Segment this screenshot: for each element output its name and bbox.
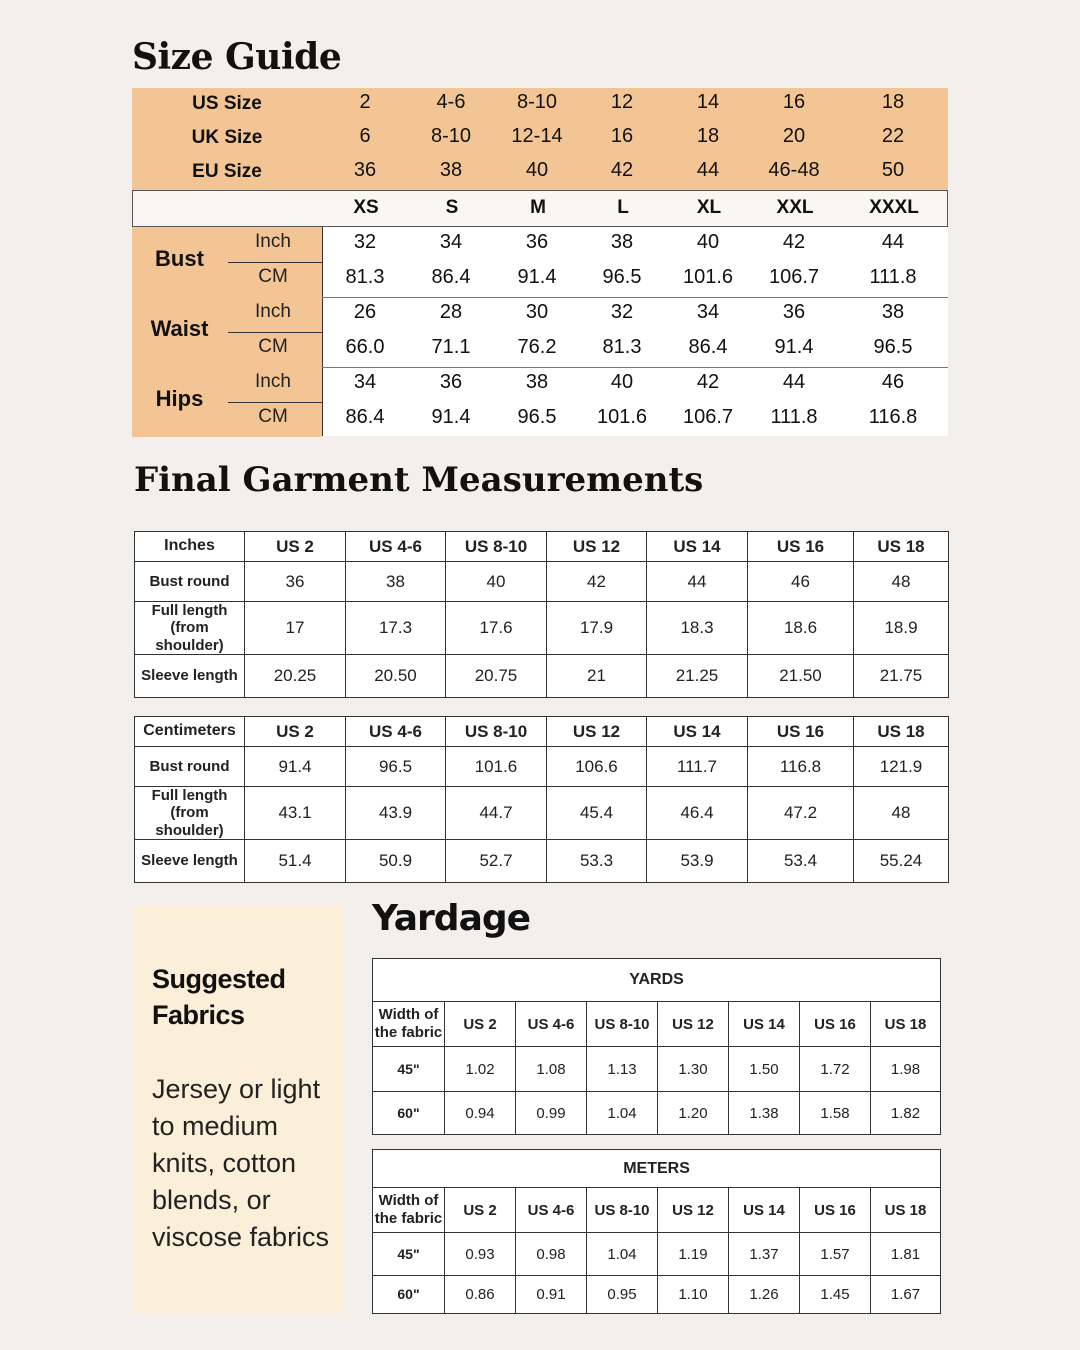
- table-cell: 38: [346, 562, 446, 602]
- size-value: 22: [881, 125, 905, 147]
- suggested-fabrics-box: [132, 905, 344, 1313]
- measurement-value: 32: [610, 301, 634, 323]
- table-row: [373, 1233, 941, 1276]
- size-value: 16: [782, 91, 806, 113]
- unit-label: CM: [258, 266, 288, 287]
- unit-label: CM: [258, 336, 288, 357]
- table-cell: 44.7: [446, 787, 547, 840]
- table-row: [135, 602, 949, 655]
- measurement-value: 42: [782, 231, 806, 253]
- table-cell: 21.75: [854, 654, 949, 697]
- suggested-fabrics-heading-line2: Fabrics: [152, 1000, 245, 1031]
- measurement-value: 106.7: [768, 266, 820, 288]
- table-cell: 1.50: [729, 1047, 800, 1092]
- measurement-value: 116.8: [868, 406, 918, 428]
- size-value: 8-10: [516, 91, 558, 113]
- measurement-value: 38: [881, 301, 905, 323]
- table-cell: 1.04: [587, 1233, 658, 1276]
- size-header: US 18: [871, 1188, 941, 1233]
- divider: [322, 297, 948, 298]
- measurement-value: 44: [881, 231, 905, 253]
- table-cell: 53.4: [748, 839, 854, 882]
- size-header: US 14: [729, 1002, 800, 1047]
- measurement-value: 32: [353, 231, 377, 253]
- table-cell: 1.04: [587, 1092, 658, 1135]
- table-cell: 1.45: [800, 1276, 871, 1314]
- size-value: 8-10: [430, 125, 472, 147]
- letter-size: XS: [353, 197, 379, 218]
- table-cell: 116.8: [748, 747, 854, 787]
- fabric-width: 60": [373, 1276, 445, 1314]
- size-system-label: US Size: [192, 93, 262, 114]
- measurement-value: 36: [525, 231, 549, 253]
- row-label-line: (from shoulder): [155, 804, 224, 839]
- table-cell: 1.19: [658, 1233, 729, 1276]
- size-header: US 4-6: [516, 1188, 587, 1233]
- final-garment-cm-table: [134, 716, 949, 883]
- table-cell: 1.38: [729, 1092, 800, 1135]
- table-caption: YARDS: [373, 959, 941, 1002]
- table-cell: 18.3: [647, 602, 748, 655]
- size-system-label: EU Size: [192, 161, 262, 182]
- size-value: 42: [610, 159, 634, 181]
- table-cell: 43.9: [346, 787, 446, 840]
- divider: [322, 227, 323, 436]
- letter-size: XXL: [776, 197, 814, 218]
- size-value: 50: [881, 159, 905, 181]
- measurement-value: 81.3: [602, 336, 642, 358]
- table-cell: 0.86: [445, 1276, 516, 1314]
- divider: [228, 332, 322, 333]
- width-label-line: Width of: [378, 1192, 439, 1209]
- size-value: 6: [359, 125, 371, 147]
- size-header: US 8-10: [446, 532, 547, 562]
- letter-size: XXXL: [869, 197, 919, 218]
- size-value: 38: [439, 159, 463, 181]
- table-cell: 50.9: [346, 839, 446, 882]
- measurement-name: Hips: [155, 386, 204, 411]
- final-garment-title: Final Garment Measurements: [134, 460, 704, 500]
- unit-label: Inch: [255, 371, 291, 392]
- table-row: [135, 839, 949, 882]
- body-measurements-block: [132, 227, 948, 436]
- measurement-value: 38: [610, 231, 634, 253]
- width-label-line: Width of: [378, 1006, 439, 1023]
- measurement-value: 34: [353, 371, 377, 393]
- unit-label: Inch: [255, 301, 291, 322]
- suggested-fabrics-heading-line1: Suggested: [152, 964, 286, 994]
- row-label-line: Sleeve length: [141, 852, 238, 870]
- row-label: [135, 562, 245, 602]
- measurement-value: 96.5: [517, 406, 557, 428]
- letter-size-row: [132, 190, 948, 227]
- measurement-value: 38: [525, 371, 549, 393]
- width-label: [373, 1002, 445, 1047]
- row-label: [135, 787, 245, 840]
- letter-size: L: [617, 197, 629, 218]
- table-cell: 1.57: [800, 1233, 871, 1276]
- size-header: US 18: [854, 717, 949, 747]
- size-header: US 12: [547, 717, 647, 747]
- measurement-value: 71.1: [431, 336, 471, 358]
- size-header: US 2: [245, 532, 346, 562]
- measurement-value: 30: [525, 301, 549, 323]
- size-header: US 2: [245, 717, 346, 747]
- row-label-line: Full length: [151, 787, 228, 804]
- row-label-line: Bust round: [149, 757, 230, 775]
- measurement-value: 76.2: [517, 336, 557, 358]
- size-header: US 4-6: [516, 1002, 587, 1047]
- table-cell: 21.25: [647, 654, 748, 697]
- measurement-label-cell: [132, 227, 322, 297]
- size-value: 20: [782, 125, 806, 147]
- table-cell: 0.95: [587, 1276, 658, 1314]
- row-label: [135, 747, 245, 787]
- table-cell: 44: [647, 562, 748, 602]
- size-value: 44: [696, 159, 720, 181]
- table-cell: 1.81: [871, 1233, 941, 1276]
- size-value: 14: [696, 91, 720, 113]
- size-header: US 2: [445, 1002, 516, 1047]
- table-cell: 48: [854, 787, 949, 840]
- measurement-value: 34: [439, 231, 463, 253]
- size-header: US 16: [800, 1002, 871, 1047]
- table-cell: 101.6: [446, 747, 547, 787]
- table-cell: 0.99: [516, 1092, 587, 1135]
- suggested-fabrics-text: Jersey or light to medium knits, cotton blends, or viscose fabrics: [152, 1074, 330, 1252]
- measurement-value: 44: [782, 371, 806, 393]
- measurement-value: 96.5: [602, 266, 642, 288]
- measurement-value: 101.6: [682, 266, 734, 288]
- table-cell: 47.2: [748, 787, 854, 840]
- table-cell: 1.02: [445, 1047, 516, 1092]
- divider: [228, 402, 322, 403]
- measurement-name: Bust: [155, 246, 204, 271]
- size-header: US 16: [748, 532, 854, 562]
- size-header: US 12: [547, 532, 647, 562]
- table-cell: 46.4: [647, 787, 748, 840]
- fabric-width: 45": [373, 1233, 445, 1276]
- table-row: [135, 654, 949, 697]
- table-cell: 1.72: [800, 1047, 871, 1092]
- table-cell: 0.91: [516, 1276, 587, 1314]
- measurement-value: 28: [439, 301, 463, 323]
- measurement-value: 34: [696, 301, 720, 323]
- table-cell: 91.4: [245, 747, 346, 787]
- size-header: US 8-10: [446, 717, 547, 747]
- table-cell: 121.9: [854, 747, 949, 787]
- table-cell: 0.93: [445, 1233, 516, 1276]
- divider: [228, 262, 322, 263]
- fabric-width: 60": [373, 1092, 445, 1135]
- letter-size: M: [530, 197, 546, 218]
- table-cell: 51.4: [245, 839, 346, 882]
- unit-header: Centimeters: [135, 717, 245, 747]
- divider: [322, 367, 948, 368]
- table-header-row: [373, 1188, 941, 1233]
- yardage-yards-table: [372, 958, 941, 1135]
- size-value: 18: [696, 125, 720, 147]
- table-cell: 1.82: [871, 1092, 941, 1135]
- table-cell: 53.3: [547, 839, 647, 882]
- size-header: US 16: [748, 717, 854, 747]
- size-system-label: UK Size: [191, 127, 263, 148]
- measurement-name: Waist: [150, 316, 209, 341]
- table-cell: 0.94: [445, 1092, 516, 1135]
- table-cell: 106.6: [547, 747, 647, 787]
- unit-label: CM: [258, 406, 288, 427]
- measurement-value: 46: [881, 371, 905, 393]
- size-header: US 16: [800, 1188, 871, 1233]
- table-cell: 21.50: [748, 654, 854, 697]
- table-cell: 1.58: [800, 1092, 871, 1135]
- measurement-label-cell: [132, 367, 322, 437]
- width-label-line: the fabric: [374, 1024, 443, 1041]
- size-value: 12: [610, 91, 634, 113]
- table-cell: 1.08: [516, 1047, 587, 1092]
- size-guide-title: Size Guide: [132, 36, 342, 78]
- row-label-line: (from shoulder): [155, 619, 224, 654]
- table-header-row: [135, 717, 949, 747]
- measurement-value: 106.7: [682, 406, 734, 428]
- measurement-value: 96.5: [873, 336, 913, 358]
- row-label: [135, 602, 245, 655]
- size-conversion-row: [132, 155, 948, 189]
- yardage-meters-table: [372, 1149, 941, 1314]
- size-header: US 18: [854, 532, 949, 562]
- measurement-value: 86.4: [431, 266, 471, 288]
- row-label-line: Sleeve length: [141, 667, 238, 685]
- measurement-value: 86.4: [345, 406, 385, 428]
- size-value: 18: [881, 91, 905, 113]
- table-cell: 1.30: [658, 1047, 729, 1092]
- size-value: 2: [359, 91, 371, 113]
- measurement-value: 26: [353, 301, 377, 323]
- yardage-title: Yardage: [372, 898, 531, 939]
- size-conversion-row: [132, 121, 948, 155]
- table-header-row: [373, 1002, 941, 1047]
- table-caption-row: [373, 959, 941, 1002]
- table-cell: 1.26: [729, 1276, 800, 1314]
- measurement-value: 111.8: [869, 266, 917, 288]
- size-header: US 2: [445, 1188, 516, 1233]
- size-header: US 8-10: [587, 1002, 658, 1047]
- measurement-value: 42: [696, 371, 720, 393]
- table-cell: 45.4: [547, 787, 647, 840]
- size-header: US 14: [647, 717, 748, 747]
- table-caption: METERS: [373, 1150, 941, 1188]
- table-cell: 0.98: [516, 1233, 587, 1276]
- table-row: [373, 1092, 941, 1135]
- row-label-line: Full length: [151, 602, 228, 619]
- table-cell: 96.5: [346, 747, 446, 787]
- table-cell: 17: [245, 602, 346, 655]
- measurement-value: 91.4: [431, 406, 471, 428]
- unit-label: Inch: [255, 231, 291, 252]
- size-header: US 4-6: [346, 717, 446, 747]
- measurement-value: 81.3: [345, 266, 385, 288]
- measurement-value: 91.4: [774, 336, 814, 358]
- size-header: US 14: [729, 1188, 800, 1233]
- measurement-value: 40: [610, 371, 634, 393]
- size-header: US 4-6: [346, 532, 446, 562]
- measurement-value: 66.0: [345, 336, 385, 358]
- table-cell: 43.1: [245, 787, 346, 840]
- final-garment-inches-table: [134, 531, 949, 698]
- row-label-line: Bust round: [149, 572, 230, 590]
- table-cell: 111.7: [647, 747, 748, 787]
- table-cell: 1.98: [871, 1047, 941, 1092]
- table-row: [135, 562, 949, 602]
- measurement-value: 36: [782, 301, 806, 323]
- table-cell: 46: [748, 562, 854, 602]
- table-row: [373, 1047, 941, 1092]
- table-cell: 20.50: [346, 654, 446, 697]
- table-row: [135, 747, 949, 787]
- table-cell: 1.67: [871, 1276, 941, 1314]
- size-header: US 8-10: [587, 1188, 658, 1233]
- table-cell: 21: [547, 654, 647, 697]
- table-row: [135, 787, 949, 840]
- unit-header: Inches: [135, 532, 245, 562]
- table-cell: 36: [245, 562, 346, 602]
- measurement-value: 36: [439, 371, 463, 393]
- table-cell: 17.9: [547, 602, 647, 655]
- table-cell: 40: [446, 562, 547, 602]
- measurement-value: 86.4: [688, 336, 728, 358]
- width-label: [373, 1188, 445, 1233]
- size-value: 12-14: [511, 125, 563, 147]
- table-cell: 17.6: [446, 602, 547, 655]
- measurement-value: 91.4: [517, 266, 557, 288]
- letter-size: XL: [696, 197, 722, 218]
- letter-size: S: [445, 197, 459, 218]
- measurement-value: 40: [696, 231, 720, 253]
- table-header-row: [135, 532, 949, 562]
- table-cell: 1.20: [658, 1092, 729, 1135]
- fabric-width: 45": [373, 1047, 445, 1092]
- size-value: 36: [353, 159, 377, 181]
- measurement-value: 111.8: [770, 406, 818, 428]
- table-cell: 1.37: [729, 1233, 800, 1276]
- table-cell: 17.3: [346, 602, 446, 655]
- table-cell: 42: [547, 562, 647, 602]
- size-header: US 12: [658, 1188, 729, 1233]
- size-value: 16: [610, 125, 634, 147]
- table-cell: 18.6: [748, 602, 854, 655]
- width-label-line: the fabric: [374, 1210, 443, 1227]
- size-header: US 18: [871, 1002, 941, 1047]
- row-label: [135, 654, 245, 697]
- table-caption-row: [373, 1150, 941, 1188]
- size-value: 4-6: [436, 91, 466, 113]
- table-cell: 1.10: [658, 1276, 729, 1314]
- size-value: 40: [525, 159, 549, 181]
- table-cell: 52.7: [446, 839, 547, 882]
- size-header: US 14: [647, 532, 748, 562]
- measurement-value: 101.6: [596, 406, 648, 428]
- table-row: [373, 1276, 941, 1314]
- table-cell: 48: [854, 562, 949, 602]
- size-header: US 12: [658, 1002, 729, 1047]
- row-label: [135, 839, 245, 882]
- size-value: 46-48: [768, 159, 820, 181]
- table-cell: 20.25: [245, 654, 346, 697]
- table-cell: 20.75: [446, 654, 547, 697]
- size-conversion-row: [132, 87, 948, 121]
- table-cell: 53.9: [647, 839, 748, 882]
- measurement-label-cell: [132, 297, 322, 367]
- table-cell: 55.24: [854, 839, 949, 882]
- table-cell: 1.13: [587, 1047, 658, 1092]
- suggested-fabrics-heading: [152, 961, 286, 1034]
- table-cell: 18.9: [854, 602, 949, 655]
